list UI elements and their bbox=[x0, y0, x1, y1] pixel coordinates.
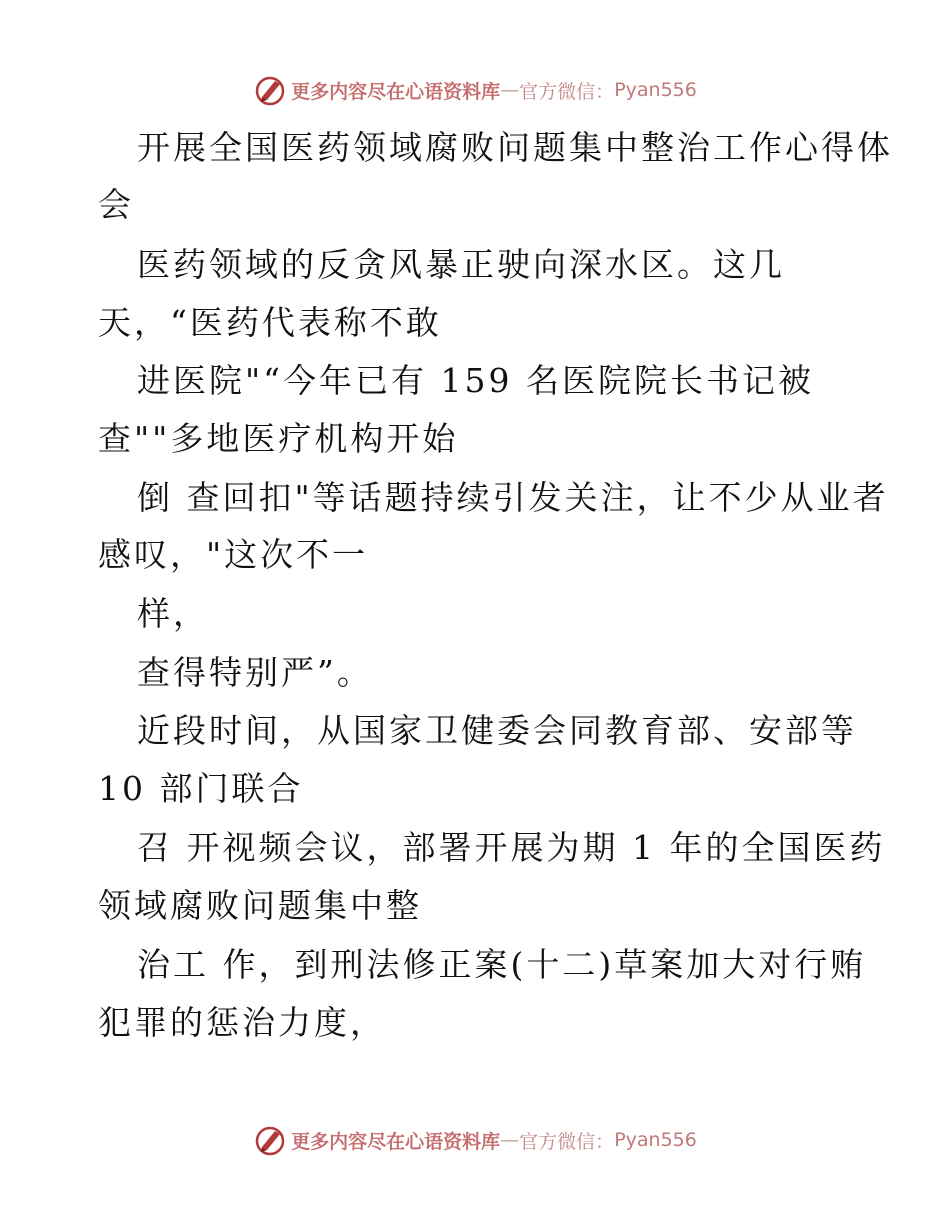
body-line: 查""多地医疗机构开始 bbox=[98, 419, 459, 458]
body-line: 进医院"“今年已有 159 名医院院长书记被 bbox=[137, 361, 815, 400]
body-line: 10 部门联合 bbox=[98, 769, 304, 808]
banner-wechat-id: Pyan556 bbox=[614, 79, 697, 101]
banner-text: 更多内容尽在心语资料库 bbox=[291, 80, 501, 103]
header-banner bbox=[0, 70, 950, 110]
banner-dash: — bbox=[500, 1129, 520, 1151]
banner-dash: — bbox=[500, 79, 520, 101]
body-line: 感叹，"这次不一 bbox=[98, 535, 369, 574]
footer-banner bbox=[0, 1120, 950, 1160]
pen-logo-icon bbox=[253, 73, 287, 107]
body-line: 犯罪的惩治力度， bbox=[98, 1003, 386, 1042]
banner-text: 更多内容尽在心语资料库 bbox=[291, 1130, 501, 1153]
body-line: 样， bbox=[137, 594, 209, 633]
body-line: 倒 查回扣"等话题持续引发关注，让不少从业者 bbox=[137, 478, 889, 517]
banner-wechat-label: 官方微信： bbox=[519, 80, 615, 103]
body-line: 治工 作，到刑法修正案(十二)草案加大对行贿 bbox=[137, 945, 867, 984]
body-line: 会 bbox=[98, 185, 134, 224]
body-line: 召 开视频会议，部署开展为期 1 年的全国医药 bbox=[137, 828, 886, 867]
banner-wechat-id: Pyan556 bbox=[614, 1129, 697, 1151]
body-line: 近段时间，从国家卫健委会同教育部、安部等 bbox=[137, 711, 857, 750]
body-line: 查得特别严”。 bbox=[137, 653, 373, 692]
body-line: 开展全国医药领域腐败问题集中整治工作心得体 bbox=[137, 128, 893, 167]
body-line: 医药领域的反贪风暴正驶向深水区。这几 bbox=[137, 245, 785, 284]
banner-wechat-label: 官方微信： bbox=[519, 1130, 615, 1153]
body-line: 天，“医药代表称不敢 bbox=[98, 303, 442, 342]
body-line: 领域腐败问题集中整 bbox=[98, 886, 422, 925]
pen-logo-icon bbox=[253, 1123, 287, 1157]
